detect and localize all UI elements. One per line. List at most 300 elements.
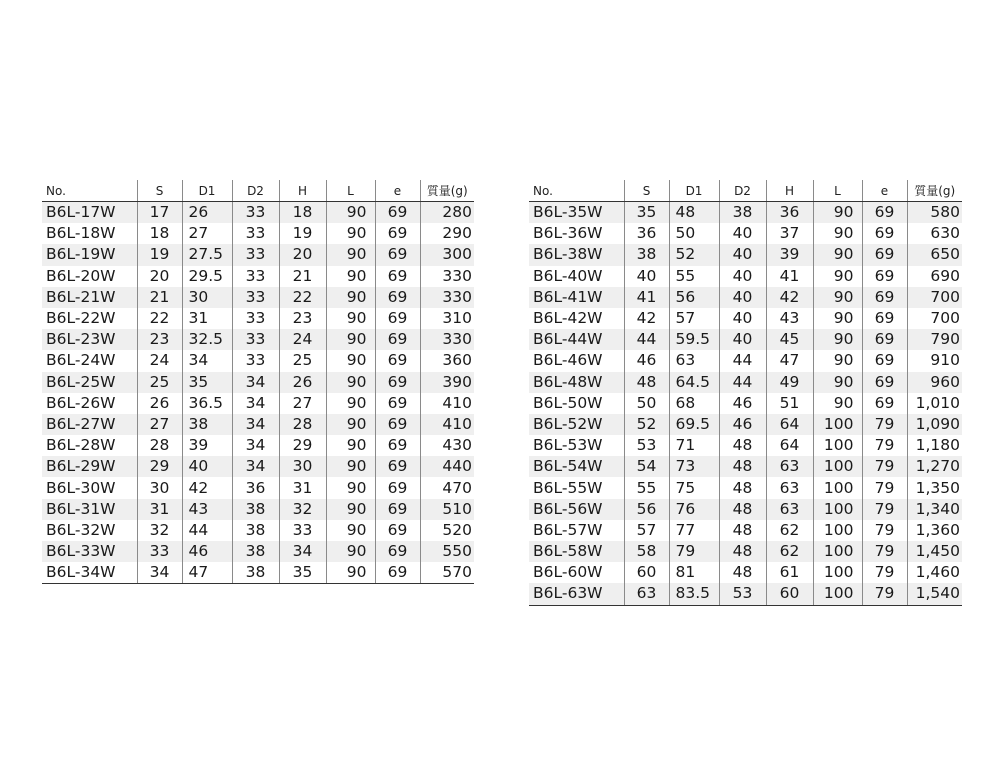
cell-s: 30 <box>137 477 182 498</box>
cell-no: B6L-33W <box>42 541 137 562</box>
cell-l: 90 <box>326 541 375 562</box>
cell-mass: 1,010 <box>907 393 962 414</box>
cell-d1: 76 <box>669 499 719 520</box>
cell-s: 60 <box>624 562 669 583</box>
cell-h: 37 <box>766 223 813 244</box>
cell-h: 25 <box>279 350 326 371</box>
cell-h: 47 <box>766 350 813 371</box>
cell-l: 90 <box>813 244 862 265</box>
cell-h: 30 <box>279 456 326 477</box>
cell-no: B6L-52W <box>529 414 624 435</box>
cell-s: 29 <box>137 456 182 477</box>
cell-s: 63 <box>624 583 669 605</box>
cell-mass: 510 <box>420 499 474 520</box>
cell-l: 100 <box>813 499 862 520</box>
table-header-row <box>529 180 962 202</box>
cell-s: 52 <box>624 414 669 435</box>
cell-d1: 77 <box>669 520 719 541</box>
cell-mass: 1,180 <box>907 435 962 456</box>
header-d1: D1 <box>669 180 719 202</box>
cell-d1: 31 <box>182 308 232 329</box>
cell-h: 62 <box>766 541 813 562</box>
cell-e: 69 <box>862 244 907 265</box>
cell-d1: 35 <box>182 372 232 393</box>
cell-h: 45 <box>766 329 813 350</box>
cell-s: 24 <box>137 350 182 371</box>
cell-d2: 33 <box>232 329 279 350</box>
table-row <box>529 414 962 435</box>
cell-mass: 1,450 <box>907 541 962 562</box>
cell-d2: 38 <box>719 202 766 224</box>
cell-mass: 280 <box>420 202 474 224</box>
cell-e: 69 <box>375 477 420 498</box>
cell-d1: 29.5 <box>182 266 232 287</box>
cell-d2: 46 <box>719 414 766 435</box>
table-row <box>529 372 962 393</box>
cell-s: 57 <box>624 520 669 541</box>
cell-l: 90 <box>326 562 375 584</box>
cell-e: 69 <box>375 520 420 541</box>
header-e: e <box>862 180 907 202</box>
cell-h: 27 <box>279 393 326 414</box>
cell-h: 32 <box>279 499 326 520</box>
table-row <box>529 520 962 541</box>
cell-no: B6L-34W <box>42 562 137 584</box>
cell-h: 35 <box>279 562 326 584</box>
table-row <box>42 223 474 244</box>
cell-e: 79 <box>862 435 907 456</box>
cell-h: 29 <box>279 435 326 456</box>
table-row <box>529 583 962 605</box>
cell-mass: 470 <box>420 477 474 498</box>
cell-e: 79 <box>862 541 907 562</box>
cell-e: 79 <box>862 499 907 520</box>
cell-d2: 38 <box>232 520 279 541</box>
cell-s: 19 <box>137 244 182 265</box>
cell-d2: 33 <box>232 202 279 224</box>
cell-d1: 83.5 <box>669 583 719 605</box>
cell-h: 42 <box>766 287 813 308</box>
cell-s: 40 <box>624 266 669 287</box>
cell-h: 22 <box>279 287 326 308</box>
cell-s: 33 <box>137 541 182 562</box>
cell-d2: 33 <box>232 308 279 329</box>
cell-no: B6L-23W <box>42 329 137 350</box>
table-row <box>529 393 962 414</box>
spec-table-left <box>42 180 474 584</box>
cell-h: 61 <box>766 562 813 583</box>
cell-mass: 790 <box>907 329 962 350</box>
cell-d2: 33 <box>232 287 279 308</box>
cell-e: 69 <box>375 499 420 520</box>
cell-no: B6L-50W <box>529 393 624 414</box>
header-e: e <box>375 180 420 202</box>
table-row <box>529 287 962 308</box>
cell-no: B6L-38W <box>529 244 624 265</box>
cell-h: 23 <box>279 308 326 329</box>
cell-d1: 79 <box>669 541 719 562</box>
cell-no: B6L-44W <box>529 329 624 350</box>
table-row <box>529 308 962 329</box>
cell-e: 69 <box>375 456 420 477</box>
cell-no: B6L-22W <box>42 308 137 329</box>
table-row <box>42 541 474 562</box>
cell-no: B6L-56W <box>529 499 624 520</box>
cell-l: 90 <box>326 329 375 350</box>
cell-e: 69 <box>375 244 420 265</box>
cell-d2: 44 <box>719 372 766 393</box>
header-mass: 質量(g) <box>420 180 474 202</box>
cell-e: 79 <box>862 583 907 605</box>
cell-d1: 47 <box>182 562 232 584</box>
cell-no: B6L-27W <box>42 414 137 435</box>
cell-no: B6L-30W <box>42 477 137 498</box>
cell-d2: 40 <box>719 244 766 265</box>
cell-mass: 520 <box>420 520 474 541</box>
cell-e: 69 <box>375 308 420 329</box>
cell-e: 79 <box>862 477 907 498</box>
cell-no: B6L-24W <box>42 350 137 371</box>
cell-l: 90 <box>326 414 375 435</box>
cell-l: 90 <box>326 520 375 541</box>
cell-d1: 26 <box>182 202 232 224</box>
table-row <box>42 435 474 456</box>
cell-no: B6L-41W <box>529 287 624 308</box>
cell-d1: 69.5 <box>669 414 719 435</box>
cell-s: 31 <box>137 499 182 520</box>
cell-d2: 40 <box>719 308 766 329</box>
table-row <box>42 372 474 393</box>
cell-d2: 33 <box>232 350 279 371</box>
cell-mass: 690 <box>907 266 962 287</box>
cell-s: 53 <box>624 435 669 456</box>
table-row <box>529 223 962 244</box>
cell-e: 69 <box>375 287 420 308</box>
cell-e: 69 <box>375 435 420 456</box>
cell-no: B6L-48W <box>529 372 624 393</box>
cell-d2: 40 <box>719 287 766 308</box>
table-row <box>42 456 474 477</box>
cell-l: 90 <box>326 372 375 393</box>
cell-e: 79 <box>862 520 907 541</box>
cell-no: B6L-28W <box>42 435 137 456</box>
cell-e: 69 <box>375 202 420 224</box>
cell-d2: 40 <box>719 329 766 350</box>
cell-d1: 40 <box>182 456 232 477</box>
cell-mass: 1,540 <box>907 583 962 605</box>
cell-h: 19 <box>279 223 326 244</box>
cell-d2: 40 <box>719 223 766 244</box>
table-row <box>42 477 474 498</box>
cell-h: 36 <box>766 202 813 224</box>
cell-no: B6L-20W <box>42 266 137 287</box>
table-row <box>529 202 962 224</box>
cell-s: 32 <box>137 520 182 541</box>
cell-d2: 44 <box>719 350 766 371</box>
header-l: L <box>813 180 862 202</box>
table-row <box>42 244 474 265</box>
cell-mass: 330 <box>420 287 474 308</box>
cell-e: 69 <box>375 266 420 287</box>
cell-e: 69 <box>862 329 907 350</box>
cell-mass: 300 <box>420 244 474 265</box>
cell-d2: 38 <box>232 499 279 520</box>
cell-s: 46 <box>624 350 669 371</box>
cell-s: 36 <box>624 223 669 244</box>
cell-d2: 48 <box>719 435 766 456</box>
cell-no: B6L-55W <box>529 477 624 498</box>
cell-l: 100 <box>813 541 862 562</box>
cell-d1: 34 <box>182 350 232 371</box>
cell-l: 90 <box>813 350 862 371</box>
cell-no: B6L-17W <box>42 202 137 224</box>
cell-l: 90 <box>326 435 375 456</box>
cell-d1: 71 <box>669 435 719 456</box>
table-row <box>529 435 962 456</box>
cell-l: 100 <box>813 520 862 541</box>
cell-no: B6L-21W <box>42 287 137 308</box>
cell-h: 43 <box>766 308 813 329</box>
cell-h: 60 <box>766 583 813 605</box>
cell-mass: 1,340 <box>907 499 962 520</box>
cell-d1: 32.5 <box>182 329 232 350</box>
cell-h: 24 <box>279 329 326 350</box>
cell-mass: 330 <box>420 266 474 287</box>
cell-mass: 630 <box>907 223 962 244</box>
cell-h: 33 <box>279 520 326 541</box>
cell-e: 69 <box>862 393 907 414</box>
cell-e: 69 <box>862 287 907 308</box>
cell-mass: 550 <box>420 541 474 562</box>
table-row <box>529 477 962 498</box>
cell-d1: 57 <box>669 308 719 329</box>
cell-d1: 55 <box>669 266 719 287</box>
cell-s: 48 <box>624 372 669 393</box>
cell-h: 62 <box>766 520 813 541</box>
cell-no: B6L-19W <box>42 244 137 265</box>
cell-e: 69 <box>375 414 420 435</box>
cell-no: B6L-36W <box>529 223 624 244</box>
cell-l: 90 <box>813 393 862 414</box>
cell-h: 26 <box>279 372 326 393</box>
cell-s: 55 <box>624 477 669 498</box>
cell-l: 90 <box>326 477 375 498</box>
cell-h: 63 <box>766 499 813 520</box>
table-row <box>42 562 474 584</box>
cell-d1: 50 <box>669 223 719 244</box>
cell-h: 34 <box>279 541 326 562</box>
cell-s: 54 <box>624 456 669 477</box>
cell-l: 100 <box>813 435 862 456</box>
table-row <box>42 520 474 541</box>
cell-h: 41 <box>766 266 813 287</box>
cell-mass: 390 <box>420 372 474 393</box>
cell-d1: 44 <box>182 520 232 541</box>
header-h: H <box>766 180 813 202</box>
cell-d2: 33 <box>232 266 279 287</box>
cell-s: 22 <box>137 308 182 329</box>
cell-e: 79 <box>862 562 907 583</box>
cell-d2: 34 <box>232 393 279 414</box>
cell-mass: 410 <box>420 393 474 414</box>
cell-e: 69 <box>375 329 420 350</box>
table-body <box>42 202 474 584</box>
cell-d1: 30 <box>182 287 232 308</box>
cell-d2: 48 <box>719 456 766 477</box>
cell-mass: 310 <box>420 308 474 329</box>
table-row <box>529 266 962 287</box>
table-row <box>529 499 962 520</box>
cell-d2: 48 <box>719 499 766 520</box>
header-d2: D2 <box>719 180 766 202</box>
cell-no: B6L-58W <box>529 541 624 562</box>
cell-no: B6L-42W <box>529 308 624 329</box>
table-body <box>529 202 962 606</box>
cell-h: 49 <box>766 372 813 393</box>
cell-h: 51 <box>766 393 813 414</box>
cell-d1: 59.5 <box>669 329 719 350</box>
cell-e: 69 <box>862 223 907 244</box>
table-row <box>42 393 474 414</box>
cell-d2: 38 <box>232 562 279 584</box>
cell-d1: 73 <box>669 456 719 477</box>
cell-d1: 56 <box>669 287 719 308</box>
cell-d2: 36 <box>232 477 279 498</box>
cell-d2: 53 <box>719 583 766 605</box>
table-row <box>42 287 474 308</box>
cell-s: 27 <box>137 414 182 435</box>
cell-h: 39 <box>766 244 813 265</box>
cell-l: 90 <box>326 393 375 414</box>
cell-no: B6L-26W <box>42 393 137 414</box>
cell-l: 90 <box>326 456 375 477</box>
cell-h: 20 <box>279 244 326 265</box>
cell-d2: 48 <box>719 477 766 498</box>
cell-s: 25 <box>137 372 182 393</box>
cell-d1: 38 <box>182 414 232 435</box>
table-row <box>42 414 474 435</box>
cell-mass: 1,090 <box>907 414 962 435</box>
cell-l: 90 <box>813 223 862 244</box>
cell-no: B6L-60W <box>529 562 624 583</box>
cell-e: 69 <box>375 372 420 393</box>
cell-d1: 81 <box>669 562 719 583</box>
header-s: S <box>624 180 669 202</box>
cell-no: B6L-35W <box>529 202 624 224</box>
cell-no: B6L-63W <box>529 583 624 605</box>
cell-l: 90 <box>326 244 375 265</box>
cell-mass: 700 <box>907 308 962 329</box>
cell-e: 69 <box>375 223 420 244</box>
cell-l: 90 <box>813 202 862 224</box>
cell-d1: 48 <box>669 202 719 224</box>
cell-s: 42 <box>624 308 669 329</box>
cell-mass: 1,460 <box>907 562 962 583</box>
cell-s: 44 <box>624 329 669 350</box>
cell-no: B6L-32W <box>42 520 137 541</box>
cell-l: 90 <box>326 223 375 244</box>
cell-no: B6L-46W <box>529 350 624 371</box>
cell-h: 18 <box>279 202 326 224</box>
cell-h: 31 <box>279 477 326 498</box>
cell-s: 23 <box>137 329 182 350</box>
cell-d1: 42 <box>182 477 232 498</box>
cell-d1: 36.5 <box>182 393 232 414</box>
cell-h: 64 <box>766 435 813 456</box>
cell-l: 90 <box>326 266 375 287</box>
cell-e: 69 <box>375 350 420 371</box>
cell-s: 38 <box>624 244 669 265</box>
table-row <box>529 244 962 265</box>
cell-l: 100 <box>813 414 862 435</box>
table-row <box>42 499 474 520</box>
cell-d2: 34 <box>232 456 279 477</box>
cell-mass: 290 <box>420 223 474 244</box>
cell-d1: 63 <box>669 350 719 371</box>
cell-s: 58 <box>624 541 669 562</box>
cell-s: 18 <box>137 223 182 244</box>
cell-s: 21 <box>137 287 182 308</box>
cell-s: 41 <box>624 287 669 308</box>
cell-d2: 38 <box>232 541 279 562</box>
header-mass: 質量(g) <box>907 180 962 202</box>
header-d1: D1 <box>182 180 232 202</box>
cell-no: B6L-25W <box>42 372 137 393</box>
cell-l: 90 <box>813 308 862 329</box>
cell-l: 90 <box>813 329 862 350</box>
cell-l: 100 <box>813 562 862 583</box>
cell-l: 90 <box>326 287 375 308</box>
cell-l: 90 <box>326 499 375 520</box>
spec-table-right <box>529 180 962 606</box>
cell-d2: 48 <box>719 520 766 541</box>
cell-d2: 48 <box>719 562 766 583</box>
cell-h: 21 <box>279 266 326 287</box>
header-s: S <box>137 180 182 202</box>
cell-l: 90 <box>813 266 862 287</box>
cell-mass: 650 <box>907 244 962 265</box>
table-row <box>42 202 474 224</box>
cell-no: B6L-18W <box>42 223 137 244</box>
cell-mass: 910 <box>907 350 962 371</box>
table-row <box>529 350 962 371</box>
cell-mass: 440 <box>420 456 474 477</box>
cell-no: B6L-31W <box>42 499 137 520</box>
cell-l: 90 <box>326 350 375 371</box>
cell-e: 69 <box>862 202 907 224</box>
cell-d2: 33 <box>232 244 279 265</box>
cell-no: B6L-53W <box>529 435 624 456</box>
cell-s: 17 <box>137 202 182 224</box>
cell-d1: 27.5 <box>182 244 232 265</box>
table-row <box>529 456 962 477</box>
cell-d1: 68 <box>669 393 719 414</box>
cell-s: 56 <box>624 499 669 520</box>
cell-l: 90 <box>326 202 375 224</box>
cell-no: B6L-40W <box>529 266 624 287</box>
cell-e: 69 <box>375 393 420 414</box>
cell-d2: 34 <box>232 435 279 456</box>
cell-l: 100 <box>813 456 862 477</box>
table-row <box>529 541 962 562</box>
cell-l: 90 <box>813 287 862 308</box>
cell-mass: 1,270 <box>907 456 962 477</box>
cell-d2: 34 <box>232 372 279 393</box>
cell-mass: 580 <box>907 202 962 224</box>
cell-d1: 39 <box>182 435 232 456</box>
cell-d1: 52 <box>669 244 719 265</box>
cell-no: B6L-29W <box>42 456 137 477</box>
